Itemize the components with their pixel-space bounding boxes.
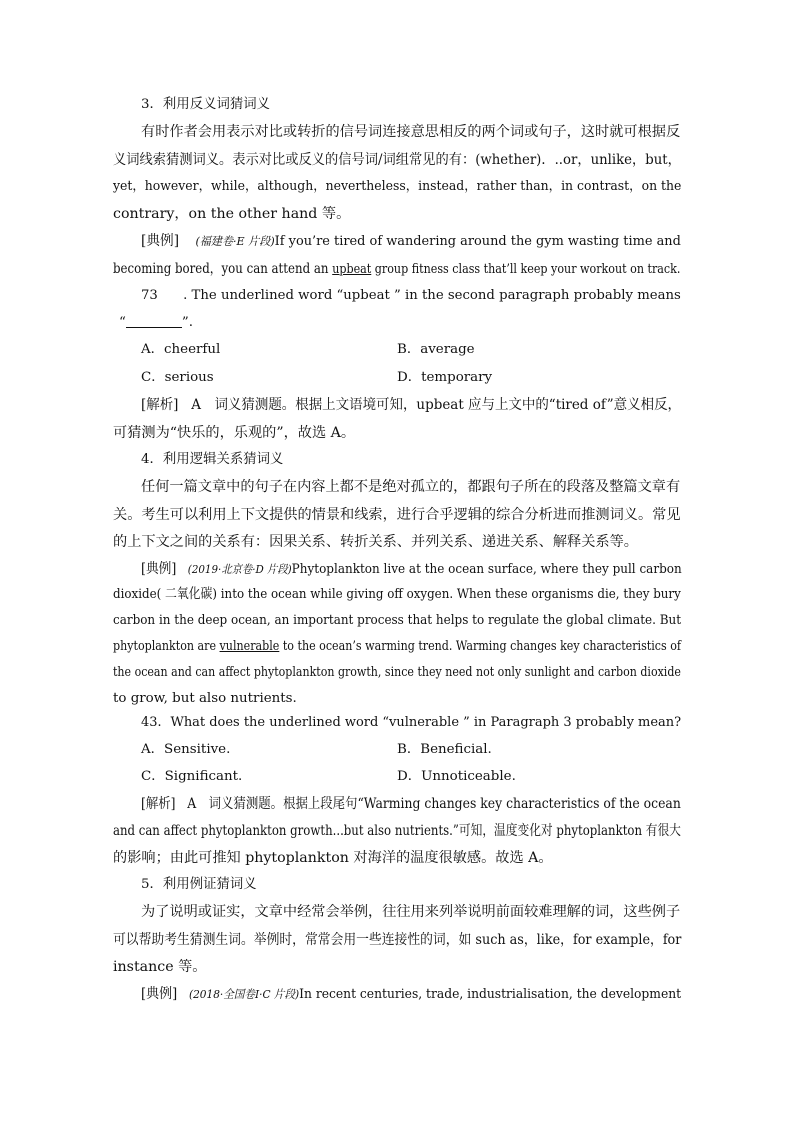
section-4-example-line: dioxide( 二氧化碳) into the ocean while giving off oxygen. When these organisms die, they bury <box>113 587 681 602</box>
underlined-word-upbeat: upbeat <box>332 262 372 277</box>
section-4-para-line: 任何一篇文章中的句子在内容上都不是绝对孤立的，都跟句子所在的段落及整篇文章有 <box>141 479 681 495</box>
option-b: B．Beneficial. <box>397 742 492 757</box>
option-c: C．Significant. <box>141 769 243 784</box>
analysis-tag: [解析] <box>141 796 176 812</box>
option-a: A．cheerful <box>141 342 221 357</box>
question-text: . The underlined word “upbeat ” in the second paragraph probably means <box>183 288 681 303</box>
question-43-line: 43．What does the underlined word “vulnerable ” in Paragraph 3 probably mean? <box>141 715 682 730</box>
section-5-example-line <box>141 985 681 1004</box>
question-number: 73 <box>141 288 158 303</box>
section-3-para-line: 有时作者会用表示对比或转折的信号词连接意思相反的两个词或句子，这时就可根据反 <box>141 124 681 140</box>
analysis-line: 的影响；由此可推知 phytoplankton 对海洋的温度很敏感。故选 A。 <box>113 850 553 866</box>
analysis-text: A 词义猜测题。根据上文语境可知，upbeat 应与上文中的“tired of”意义相反， <box>191 397 682 413</box>
option-d: D．Unnoticeable. <box>397 769 516 784</box>
analysis-line: and can affect phytoplankton growth...but also nutrients.”可知，温度变化对 phytoplankton 有很大 <box>113 823 681 839</box>
section-5-heading: 5．利用例证猜词义 <box>141 877 257 892</box>
question-73-answer-blank-line: “ ”. <box>119 315 193 330</box>
section-5-para-line: 可以帮助考生猜测生词。举例时，常常会用一些连接性的词，如 such as，like，for example，for <box>113 932 682 948</box>
section-3-heading: 3．利用反义词猜词义 <box>141 97 271 112</box>
example-tag: [典例] <box>141 986 178 1002</box>
option-a: A．Sensitive. <box>141 742 231 757</box>
analysis-tag: [解析] <box>141 397 179 413</box>
section-4-example-line <box>141 560 682 579</box>
section-3-example-line: becoming bored，you can attend an upbeat group fitness class that’ll keep your workout on track. <box>113 261 681 277</box>
section-5-para-line: 为了说明或证实，文章中经常会举例，往往用来列举说明前面较难理解的词，这些例子 <box>141 904 681 920</box>
example-source: (2019·北京卷·D 片段) <box>187 562 292 576</box>
question-73-line <box>141 287 681 305</box>
example-text: In recent centuries, trade, industrialisation, the development <box>299 987 682 1002</box>
section-4-heading: 4．利用逻辑关系猜词义 <box>141 452 284 467</box>
section-3-para-line: yet，however，while，although，nevertheless，instead，rather than，in contrast，on the <box>113 179 682 194</box>
analysis-line <box>141 795 681 813</box>
section-4-example-line: carbon in the deep ocean, an important process that helps to regulate the global climate. But <box>113 613 682 628</box>
analysis-line <box>141 396 681 414</box>
option-c: C．serious <box>141 370 214 385</box>
section-4-para-line: 的上下文之间的关系有：因果关系、转折关系、并列关系、递进关系、解释关系等。 <box>113 534 638 550</box>
section-4-example-line: phytoplankton are vulnerable to the ocean’s warming trend. Warming changes key characteristics of <box>113 639 681 654</box>
underlined-word-vulnerable: vulnerable <box>219 639 280 654</box>
example-tag: [典例] <box>141 561 177 577</box>
example-text: If you’re tired of wandering around the gym wasting time and <box>274 234 681 249</box>
example-source: (2018·全国卷Ⅰ·C 片段) <box>188 987 300 1001</box>
analysis-line: 可猜测为“快乐的，乐观的”，故选 A。 <box>113 425 356 441</box>
example-source: (福建卷·E 片段) <box>195 234 275 248</box>
example-tag: [典例] <box>141 233 180 249</box>
analysis-text: A 词义猜测题。根据上段尾句“Warming changes key characteristics of the ocean <box>187 796 681 812</box>
section-4-example-line: to grow, but also nutrients. <box>113 691 297 706</box>
option-b: B．average <box>397 342 475 357</box>
section-4-example-line: the ocean and can affect phytoplankton growth, since they need not only sunlight and carbon dioxide <box>113 665 681 680</box>
option-d: D．temporary <box>397 370 493 385</box>
answer-blank <box>126 314 182 328</box>
section-4-para-line: 关。考生可以利用上下文提供的情景和线索，进行合乎逻辑的综合分析进而推测词义。常见 <box>113 507 681 523</box>
section-3-para-line: contrary，on the other hand 等。 <box>113 206 351 222</box>
section-3-para-line: 义词线索猜测词义。表示对比或反义的信号词/词组常见的有：(whether)．..or，unlike，but， <box>113 152 681 168</box>
section-3-example-line <box>141 232 681 251</box>
section-5-para-line: instance 等。 <box>113 959 207 975</box>
example-text: Phytoplankton live at the ocean surface, where they pull carbon <box>291 562 682 577</box>
